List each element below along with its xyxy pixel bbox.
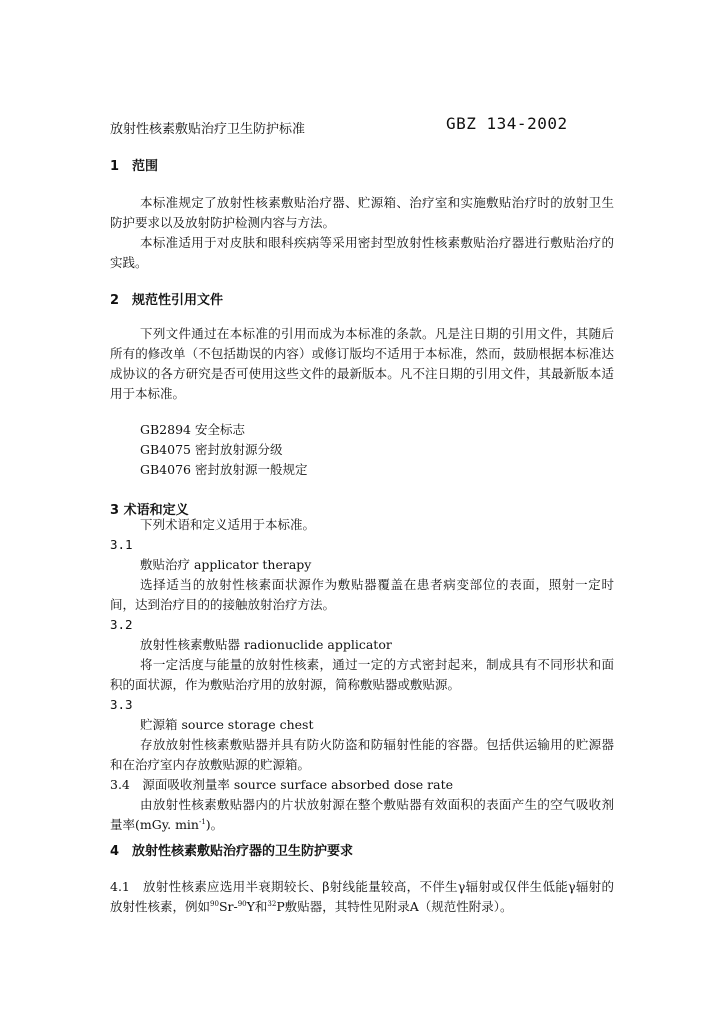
section-1-heading: 1 范围 bbox=[110, 159, 159, 174]
section-1-paragraph-2: 本标准适用于对皮肤和眼科疾病等采用密封型放射性核素敷贴治疗器进行敷贴治疗的实践。 bbox=[110, 235, 614, 270]
reference-item: GB4076 密封放射源一般规定 bbox=[140, 462, 308, 477]
term-3-1-number: 3.1 bbox=[110, 537, 133, 552]
term-3-1-title: 敷贴治疗 applicator therapy bbox=[140, 557, 312, 572]
term-3-3-definition: 存放放射性核素敷贴器并具有防火防盗和防辐射性能的容器。包括供运输用的贮源器和在治疗室内存放敷贴源的贮源箱。 bbox=[110, 737, 614, 772]
term-3-1-definition: 选择适当的放射性核素面状源作为敷贴器覆盖在患者病变部位的表面，照射一定时间，达到治疗目的的接触放射治疗方法。 bbox=[110, 577, 614, 612]
term-3-3-number: 3.3 bbox=[110, 697, 133, 712]
section-3-heading: 3 术语和定义 bbox=[110, 503, 189, 518]
section-2-body bbox=[110, 324, 614, 404]
reference-list bbox=[110, 420, 614, 480]
page-header bbox=[110, 114, 614, 138]
standard-code: GBZ 134-2002 bbox=[446, 114, 568, 133]
section-1-paragraph-1: 本标准规定了放射性核素敷贴治疗器、贮源箱、治疗室和实施敷贴治疗时的放射卫生防护要求以及放射防护检测内容与方法。 bbox=[110, 195, 614, 230]
clause-4-1: 4.1 放射性核素应选用半衰期较长、β射线能量较高，不伴生γ辐射或仅伴生低能γ辐射的放射性核素，例如$^{90}$Sr-$^{90}$Y和$^{32}$P敷贴器，其特性见附录A（规范性附录）。 bbox=[110, 879, 614, 914]
term-3-4-title: 3.4 源面吸收剂量率 source surface absorbed dose rate bbox=[110, 777, 453, 792]
standard-title: 放射性核素敷贴治疗卫生防护标准 bbox=[110, 122, 306, 137]
section-3-body bbox=[110, 515, 614, 835]
section-3-intro: 下列术语和定义适用于本标准。 bbox=[140, 517, 316, 532]
term-3-2-title: 放射性核素敷贴器 radionuclide applicator bbox=[140, 637, 392, 652]
section-4-body bbox=[110, 877, 614, 917]
reference-item: GB2894 安全标志 bbox=[140, 422, 245, 437]
reference-item: GB4075 密封放射源分级 bbox=[140, 442, 283, 457]
section-4-heading: 4 放射性核素敷贴治疗器的卫生防护要求 bbox=[110, 844, 354, 859]
section-2-paragraph: 下列文件通过在本标准的引用而成为本标准的条款。凡是注日期的引用文件，其随后所有的修改单（不包括勘误的内容）或修订版均不适用于本标准，然而，鼓励根据本标准达成协议的各方研究是否可使用这些文件的最新版本。凡不注日期的引用文件，其最新版本适用于本标准。 bbox=[110, 326, 614, 401]
section-2-heading: 2 规范性引用文件 bbox=[110, 293, 224, 308]
term-3-4-definition: 由放射性核素敷贴器内的片状放射源在整个敷贴器有效面积的表面产生的空气吸收剂量率(mGy. $\min^{-1}$)。 bbox=[110, 797, 614, 832]
term-3-3-title: 贮源箱 source storage chest bbox=[140, 717, 314, 732]
term-3-2-number: 3.2 bbox=[110, 617, 133, 632]
term-3-2-definition: 将一定活度与能量的放射性核素，通过一定的方式密封起来，制成具有不同形状和面积的面状源，作为敷贴治疗用的放射源，简称敷贴器或敷贴源。 bbox=[110, 657, 614, 692]
section-1-body bbox=[110, 193, 614, 273]
